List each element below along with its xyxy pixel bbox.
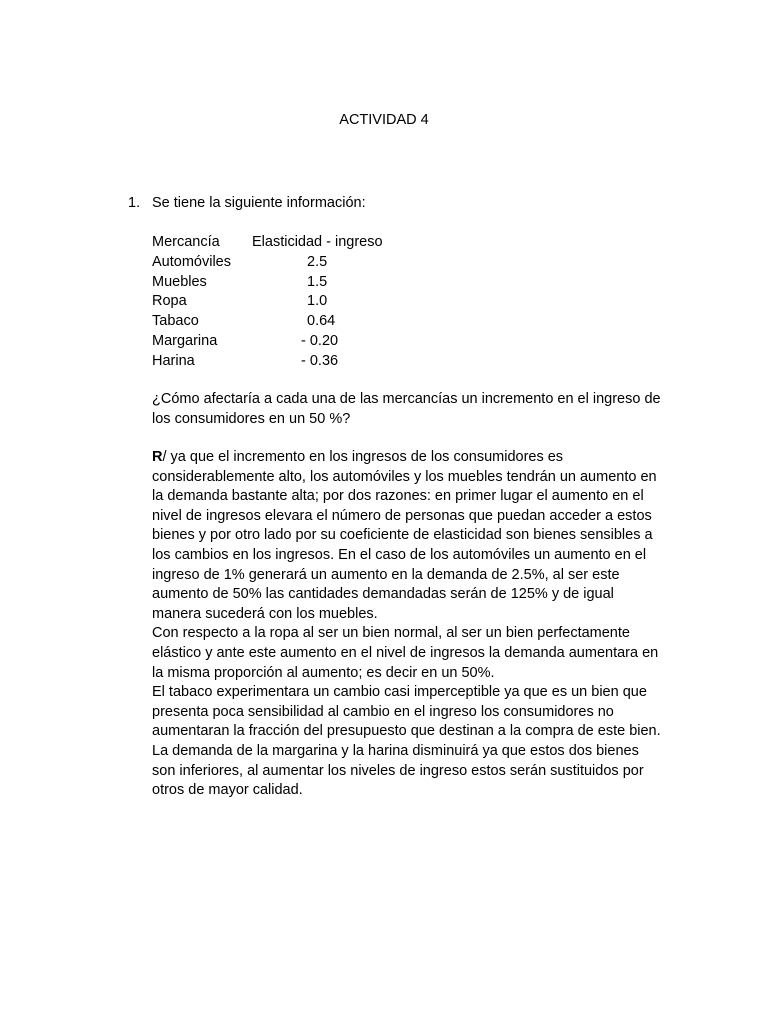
table-cell-name: Ropa xyxy=(152,293,187,310)
elasticity-table xyxy=(152,233,452,372)
table-header-elasticity: Elasticidad - ingreso xyxy=(252,234,383,250)
table-row xyxy=(152,292,452,312)
table-row xyxy=(152,253,452,273)
table-cell-value: - 0.36 xyxy=(301,352,339,369)
answer-paragraph-text: / ya que el incremento en los ingresos de los consumidores es considerablemente alto, los automóviles y los muebles tendrán un aumento en la demanda bastante alta; por dos razones: en primer lugar el aumento en el nivel de ingresos elevara el número de personas que puedan acceder a estos bienes y por otro lado por su coeficiente de elasticidad son bienes sensibles a los cambios en los ingresos. En el caso de los automóviles un aumento en el ingreso de 1% generará un aumento en la demanda de 2.5%, al ser este aumento de 50% las cantidades demandadas serán de 125% y de igual manera sucederá con los muebles. xyxy=(152,449,657,622)
answer-paragraph: La demanda de la margarina y la harina disminuirá ya que estos dos bienes son inferiores, al aumentar los niveles de ingreso estos serán sustituidos por otros de mayor calidad. xyxy=(152,742,644,799)
table-cell-name: Muebles xyxy=(152,273,207,290)
list-item-number: 1. xyxy=(128,195,141,211)
table-row xyxy=(152,332,452,352)
table-cell-value: 1.5 xyxy=(307,273,328,290)
answer-paragraph: El tabaco experimentara un cambio casi imperceptible ya que es un bien que presenta poca sensibilidad al cambio en el ingreso los consumidores no aumentaran la fracción del presupuesto que destinan a la compra de este bien. xyxy=(152,684,661,740)
table-row xyxy=(152,273,452,293)
table-row xyxy=(152,312,452,332)
table-cell-value: - 0.20 xyxy=(301,332,339,349)
table-cell-name: Tabaco xyxy=(152,313,199,330)
page-title: ACTIVIDAD 4 xyxy=(339,112,429,128)
list-item-intro: Se tiene la siguiente información: xyxy=(152,195,366,211)
table-cell-value: 2.5 xyxy=(307,253,328,270)
table-header-row xyxy=(152,233,452,253)
answer-block xyxy=(152,448,664,801)
table-header-merchandise: Mercancía xyxy=(152,234,220,250)
answer-paragraph: Con respecto a la ropa al ser un bien normal, al ser un bien perfectamente elástico y ante este aumento en el nivel de ingresos la demanda aumentara en la misma proporción al aumento; es decir en un 50%. xyxy=(152,625,659,681)
table-cell-value: 0.64 xyxy=(307,313,336,330)
question-text: ¿Cómo afectaría a cada una de las mercancías un incremento en el ingreso de los consumidores en un 50 %? xyxy=(152,391,661,427)
table-cell-name: Automóviles xyxy=(152,253,231,270)
answer-paragraph xyxy=(152,448,664,624)
table-cell-name: Harina xyxy=(152,352,195,369)
table-cell-value: 1.0 xyxy=(307,293,328,310)
table-row xyxy=(152,352,452,372)
table-cell-name: Margarina xyxy=(152,332,218,349)
answer-mark: R xyxy=(152,449,163,465)
